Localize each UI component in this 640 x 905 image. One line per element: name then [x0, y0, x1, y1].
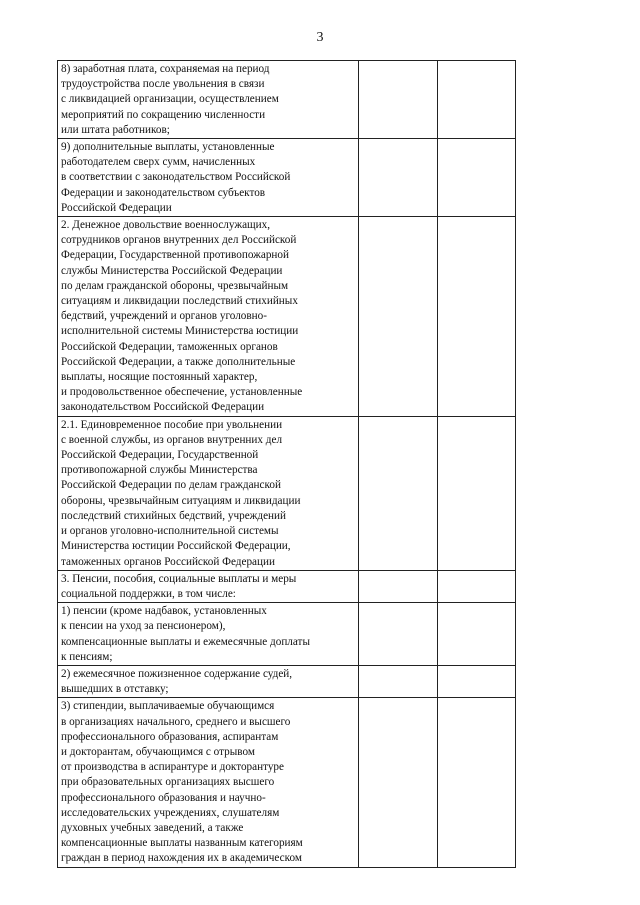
income-type-cell — [58, 61, 359, 139]
value-cell — [359, 570, 438, 602]
table-row — [58, 603, 516, 666]
value-text — [438, 698, 515, 699]
value-text — [438, 603, 515, 604]
value-text — [359, 417, 437, 418]
income-table — [57, 60, 516, 868]
value-cell — [438, 416, 516, 570]
table-row — [58, 139, 516, 217]
value-text — [438, 61, 515, 62]
value-cell — [359, 416, 438, 570]
value-text — [359, 603, 437, 604]
income-type-cell — [58, 570, 359, 602]
value-cell — [438, 217, 516, 417]
value-text — [438, 666, 515, 667]
value-text — [359, 61, 437, 62]
value-cell — [359, 217, 438, 417]
value-cell — [438, 665, 516, 697]
value-cell — [359, 665, 438, 697]
value-cell — [359, 698, 438, 867]
value-cell — [438, 570, 516, 602]
income-type-cell — [58, 416, 359, 570]
value-text — [359, 571, 437, 572]
value-text — [438, 139, 515, 140]
value-cell — [359, 603, 438, 666]
value-text — [438, 217, 515, 218]
value-cell — [438, 61, 516, 139]
table-row — [58, 61, 516, 139]
income-type-cell — [58, 139, 359, 217]
table-row — [58, 570, 516, 602]
value-text — [359, 217, 437, 218]
value-cell — [359, 61, 438, 139]
value-cell — [438, 603, 516, 666]
income-type-text: 2. Денежное довольствие военнослужащих, сотрудников органов внутренних дел Российской Федерации, Государственной противопожарной службы Министерства Российской Федерации по делам гражданской обороны, чрезвычайным ситуациям и ликвидации последствий стихийных бедствий, учреждений и органов уголовно- исполнительной системы Министерства юстиции Российской Федерации, таможенных органов Российской Федерации, а также дополнительные выплаты, носящие постоянный характер, и продовольственное обеспечение, установленные законодательством Российской Федерации — [61, 219, 303, 414]
value-text — [438, 571, 515, 572]
value-text — [359, 139, 437, 140]
income-type-cell — [58, 217, 359, 417]
income-type-text: 2) ежемесячное пожизненное содержание судей, вышедших в отставку; — [61, 667, 293, 696]
income-type-cell — [58, 698, 359, 867]
income-type-text: 1) пенсии (кроме надбавок, установленных к пенсии на уход за пенсионером), компенсационные выплаты и ежемесячные доплаты к пенсиям; — [61, 605, 310, 663]
value-text — [438, 417, 515, 418]
income-type-text: 3) стипендии, выплачиваемые обучающимся в организациях начального, среднего и высшего профессионального образования, аспирантам и докторантам, обучающимся с отрывом от производства в аспирантуре и докторантуре при образовательных организациях высшего профессионального образования и научно- исследовательских учреждениях, слушателям духовных учебных заведений, а также компенсационные выплаты названным категориям граждан в период нахождения их в академическом — [61, 700, 303, 865]
value-text — [359, 666, 437, 667]
table-row — [58, 217, 516, 417]
income-type-cell — [58, 603, 359, 666]
income-type-cell — [58, 665, 359, 697]
table-row — [58, 698, 516, 867]
income-type-text: 3. Пенсии, пособия, социальные выплаты и меры социальной поддержки, в том числе: — [61, 572, 297, 600]
value-text — [359, 698, 437, 699]
income-type-text: 2.1. Единовременное пособие при увольнении с военной службы, из органов внутренних дел Российской Федерации, Государственной противопожарной службы Министерства Российской Федерации по делам гражданской обороны, чрезвычайным ситуациям и ликвидации последствий стихийных бедствий, учреждений и органов уголовно-исполнительной системы Министерства юстиции Российской Федерации, таможенных органов Российской Федерации — [61, 418, 301, 568]
income-type-text: 9) дополнительные выплаты, установленные работодателем сверх сумм, начисленных в соответствии с законодательством Российской Федерации и законодательством субъектов Российской Федерации — [61, 141, 291, 214]
income-type-text: 8) заработная плата, сохраняемая на период трудоустройства после увольнения в связи с ликвидацией организации, осуществлением мероприятий по сокращению численности или штата работников; — [61, 63, 279, 136]
value-cell — [438, 698, 516, 867]
page-number: 3 — [316, 30, 324, 45]
value-cell — [359, 139, 438, 217]
table-row — [58, 665, 516, 697]
value-cell — [438, 139, 516, 217]
table-row — [58, 416, 516, 570]
